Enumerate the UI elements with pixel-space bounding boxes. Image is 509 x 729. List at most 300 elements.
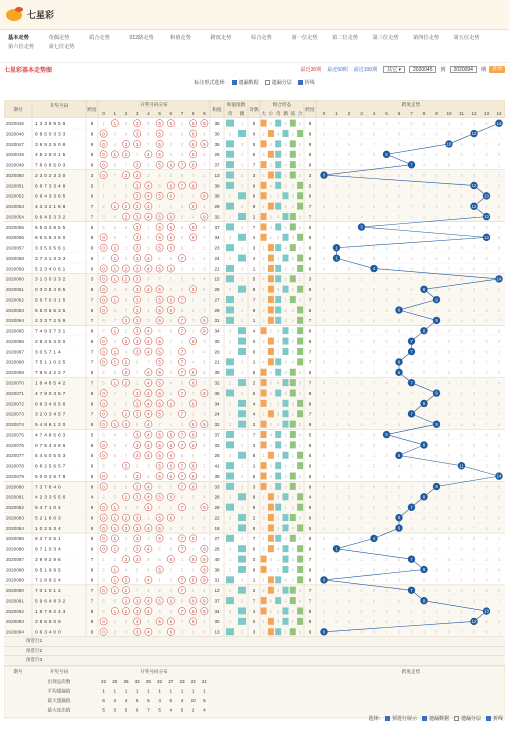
miss-digit: 6	[102, 463, 105, 469]
shape-miss: 2	[298, 536, 302, 542]
miss-digit: 4	[203, 131, 206, 137]
row-issue: 2020088	[6, 567, 24, 573]
hit-digit: 8	[191, 152, 195, 158]
bottom-opt-missing[interactable]: 遗漏数据	[422, 715, 449, 722]
trend-ball-label: 10	[446, 141, 452, 147]
predict-row[interactable]: 预选行2	[4, 647, 505, 657]
trend-miss: 3	[447, 411, 451, 417]
nav-item[interactable]: 第三位走势	[372, 35, 399, 41]
row-span: 6	[90, 370, 94, 376]
row-nums: 7 8 5 4 2 2 7	[35, 371, 66, 377]
trend-miss: 7	[435, 556, 438, 562]
nav-item[interactable]: 质合走势	[89, 35, 110, 41]
hit-digit: 7	[180, 463, 184, 469]
miss-digit: 7	[203, 307, 206, 313]
row-tail: 2	[252, 380, 256, 386]
table-row	[4, 492, 505, 502]
to-input[interactable]: 2020094	[450, 66, 477, 73]
miss-digit: 5	[102, 598, 105, 604]
trend-miss: 7	[485, 328, 488, 334]
shape-miss: 1	[284, 629, 287, 635]
shape-mark	[261, 369, 267, 376]
trend-miss: 5	[347, 608, 351, 614]
shape-mark	[297, 348, 303, 355]
oe-miss: 3	[228, 328, 232, 334]
row-sum: 21	[214, 266, 220, 272]
miss-digit: 4	[158, 172, 161, 178]
option-layer[interactable]: 遗漏分层	[265, 79, 292, 86]
oe-mark	[238, 192, 246, 199]
predict-row[interactable]: 预选行1	[4, 637, 505, 647]
hit-digit: 3	[135, 162, 139, 168]
trend-miss: 6	[360, 235, 363, 241]
shape-mark	[261, 566, 267, 573]
row-nums: 7 3 7 8 4 0	[35, 485, 61, 491]
miss-digit: 5	[192, 297, 195, 303]
nav-item[interactable]: 基本走势	[8, 35, 29, 41]
miss-digit: 1	[147, 588, 150, 594]
option-missing[interactable]: 遗漏数据	[232, 79, 259, 86]
hit-digit: 7	[180, 328, 184, 334]
trend-miss: 2	[435, 598, 438, 604]
shape-miss: 4	[284, 536, 287, 542]
shape-miss: 1	[269, 235, 273, 241]
shape-miss: 4	[298, 515, 302, 521]
trend-miss: 4	[322, 619, 326, 625]
row-tail: 1	[252, 577, 256, 583]
trend-miss: 6	[497, 494, 501, 500]
shape-miss: 1	[298, 442, 302, 448]
nav-item[interactable]: 第一位走势	[291, 35, 318, 41]
trend-miss: 2	[447, 307, 451, 313]
shape-miss: 2	[284, 224, 287, 230]
trend-miss: 6	[372, 224, 376, 230]
trend-miss: 7	[485, 422, 488, 428]
trend-miss: 8	[485, 525, 488, 531]
trend-miss: 9	[322, 390, 326, 396]
shape-miss: 4	[291, 318, 294, 324]
trend-miss: 5	[472, 224, 476, 230]
trend-table	[4, 100, 505, 636]
row-span2: 6	[308, 629, 312, 635]
nav-item[interactable]: 综合走势	[251, 35, 272, 41]
hit-digit: 0	[102, 276, 105, 282]
recent-50-link[interactable]: 最近50期	[327, 67, 348, 73]
trend-miss: 8	[397, 505, 401, 511]
hit-digit: 0	[102, 359, 105, 365]
hit-digit: 4	[147, 349, 150, 355]
row-span2: 7	[308, 411, 312, 417]
miss-digit: 7	[113, 318, 116, 324]
row-span2: 7	[308, 297, 312, 303]
shape-miss: 1	[298, 276, 302, 282]
miss-digit: 6	[180, 245, 184, 251]
trend-miss: 1	[460, 473, 463, 479]
trend-miss: 6	[347, 525, 351, 531]
oe-miss: 1	[240, 307, 244, 313]
trend-ball-label: 8	[422, 328, 426, 334]
trend-miss: 4	[410, 546, 413, 552]
row-nums: 3 2 0 3 4 5 7	[35, 412, 66, 418]
table-row	[4, 336, 505, 346]
shape-mark	[261, 556, 267, 563]
trend-ball-label: 6	[397, 359, 401, 365]
row-span2: 7	[308, 318, 312, 324]
hit-digit: 3	[135, 141, 139, 147]
trend-miss: 2	[347, 204, 351, 210]
miss-digit: 4	[113, 287, 116, 293]
hit-digit: 1	[113, 359, 117, 365]
trend-miss: 9	[385, 338, 388, 344]
miss-digit: 1	[169, 422, 172, 428]
hit-digit: 8	[191, 422, 195, 428]
shape-miss: 3	[284, 442, 287, 448]
trend-miss: 9	[472, 359, 476, 365]
oe-mark	[238, 545, 246, 552]
miss-digit: 1	[113, 473, 116, 479]
trend-miss: 5	[322, 442, 326, 448]
shape-miss: 2	[291, 463, 294, 469]
shape-miss: 3	[298, 297, 302, 303]
table-row	[4, 429, 505, 439]
hit-digit: 5	[158, 473, 161, 479]
row-issue: 2020062	[6, 297, 24, 303]
shape-miss: 4	[298, 598, 302, 604]
col-dup-sub: 偶	[239, 111, 245, 116]
nav-item[interactable]: 第六位走势	[8, 44, 34, 50]
shape-mark	[268, 410, 274, 417]
trend-miss: 6	[385, 307, 388, 313]
shape-mark	[290, 296, 296, 303]
trend-miss: 4	[435, 525, 438, 531]
shape-miss: 4	[277, 422, 280, 428]
hit-digit: 0	[102, 453, 105, 459]
trend-miss: 8	[497, 141, 501, 147]
hit-digit: 6	[169, 442, 173, 448]
trend-miss: 3	[322, 608, 326, 614]
nav-item[interactable]: 第五位走势	[453, 35, 480, 41]
trend-miss: 9	[360, 546, 363, 552]
row-nums: 9 7 1 0 3 4	[35, 547, 61, 553]
trend-miss: 6	[435, 359, 438, 365]
row-span: 3	[90, 172, 94, 178]
trend-miss: 8	[472, 629, 476, 635]
trend-miss: 1	[472, 556, 476, 562]
trend-miss: 1	[447, 577, 451, 583]
hit-digit: 3	[135, 235, 139, 241]
hit-digit: 0	[102, 266, 105, 272]
hit-digit: 8	[191, 338, 195, 344]
hit-digit: 3	[135, 494, 139, 500]
hit-digit: 2	[124, 525, 128, 531]
trend-miss: 3	[410, 536, 413, 542]
trend-miss: 7	[360, 338, 363, 344]
shape-miss: 2	[298, 121, 302, 126]
trend-miss: 2	[397, 536, 401, 542]
bottom-opt-layer[interactable]: 遗漏分层	[454, 715, 481, 722]
row-issue: 2020066	[6, 338, 24, 344]
nav-item[interactable]: 奇偶走势	[48, 35, 70, 41]
shape-mark	[261, 431, 267, 438]
hit-digit: 1	[113, 525, 117, 531]
hit-digit: 0	[102, 235, 105, 241]
hit-digit: 5	[158, 307, 161, 313]
hit-digit: 9	[203, 505, 206, 511]
shape-mark	[275, 597, 281, 604]
table-row	[4, 160, 505, 170]
trend-miss: 7	[397, 401, 401, 407]
trend-miss: 8	[497, 328, 501, 334]
from-input[interactable]: 2020045	[409, 66, 436, 73]
shape-mark	[297, 607, 303, 614]
nav-item[interactable]: 第四位走势	[413, 35, 439, 41]
shape-miss: 4	[298, 141, 302, 147]
miss-digit: 2	[124, 619, 128, 625]
oe-mark	[238, 587, 246, 594]
trend-miss: 8	[472, 349, 476, 355]
trend-miss: 2	[385, 266, 388, 272]
row-sum: 35	[214, 370, 220, 376]
miss-digit: 4	[169, 525, 172, 531]
trend-miss: 1	[347, 380, 351, 386]
hit-digit: 9	[203, 608, 206, 614]
trend-miss: 9	[422, 214, 426, 220]
miss-digit: 5	[203, 432, 206, 438]
table-row	[4, 481, 505, 491]
shape-miss: 4	[277, 380, 280, 386]
table-row	[4, 149, 505, 159]
summary-value: 6	[135, 698, 139, 703]
miss-digit: 7	[169, 338, 172, 344]
row-span: 7	[90, 318, 94, 324]
trend-miss: 7	[397, 588, 401, 594]
hit-digit: 0	[102, 442, 105, 448]
recent-100-link[interactable]: 最近100期	[353, 67, 378, 73]
col-trend-digit: 13	[483, 111, 490, 116]
shape-miss: 4	[269, 141, 273, 147]
trend-miss: 2	[360, 473, 363, 479]
trend-miss: 7	[422, 193, 426, 199]
row-span2: 8	[308, 401, 312, 407]
miss-digit: 2	[113, 193, 116, 199]
trend-miss: 4	[497, 567, 501, 573]
miss-digit: 4	[113, 214, 116, 220]
trend-miss: 2	[335, 401, 338, 407]
oe-miss: 2	[240, 162, 244, 168]
trend-miss: 2	[335, 214, 338, 220]
miss-digit: 5	[124, 287, 128, 293]
nav-item[interactable]: 跨度走势	[210, 35, 232, 41]
recent-30-link[interactable]: 最近30期	[300, 67, 322, 73]
trend-miss: 8	[447, 370, 451, 376]
trend-miss: 3	[397, 266, 401, 272]
to-label: 到	[440, 67, 446, 73]
trend-miss: 5	[360, 131, 363, 137]
trend-ball-label: 14	[496, 276, 502, 282]
trend-miss: 6	[372, 411, 376, 417]
trend-miss: 9	[372, 442, 376, 448]
row-span: 7	[90, 214, 94, 220]
miss-digit: 1	[124, 390, 128, 396]
trend-miss: 7	[372, 608, 376, 614]
hit-digit: 6	[169, 245, 173, 251]
shape-mark	[283, 452, 289, 459]
nav-item[interactable]: 第二位走势	[332, 35, 358, 41]
hit-digit: 7	[180, 370, 184, 376]
trend-miss: 5	[460, 235, 463, 241]
row-tail: 4	[252, 235, 256, 241]
row-issue: 2020051	[6, 183, 24, 189]
trend-miss: 5	[422, 266, 426, 272]
hit-digit: 3	[135, 172, 139, 178]
trend-miss: 3	[385, 370, 388, 376]
hit-digit: 1	[113, 546, 117, 552]
row-nums: 4 7 4 8 5 6 3	[35, 433, 66, 439]
shape-miss: 1	[269, 193, 273, 199]
col-span: 跨度	[87, 107, 97, 112]
trend-miss: 2	[360, 287, 363, 293]
shape-mark	[268, 493, 274, 500]
oe-miss: 3	[240, 297, 244, 303]
miss-digit: 1	[169, 131, 172, 137]
trend-miss: 4	[335, 422, 338, 428]
row-span2: 5	[308, 432, 312, 438]
bottom-opt-predict[interactable]: 预选行展示	[385, 715, 417, 722]
shape-miss: 2	[284, 183, 287, 189]
row-issue: 2020071	[6, 390, 24, 396]
option-line[interactable]: 折线	[298, 79, 315, 86]
hit-digit: 8	[191, 204, 195, 210]
hit-digit: 3	[135, 349, 139, 355]
nav-item[interactable]: 和值走势	[170, 35, 191, 41]
miss-digit: 5	[147, 121, 150, 126]
row-span2: 7	[308, 204, 312, 210]
trend-ball-label: 9	[435, 484, 438, 490]
row-sum: 37	[214, 224, 220, 230]
shape-miss: 2	[269, 121, 273, 126]
shape-mark	[297, 524, 303, 531]
period-select[interactable]: 其它 ▾	[383, 66, 405, 73]
trend-ball-label: 7	[410, 338, 413, 344]
row-sum: 26	[214, 546, 220, 552]
row-tail: 7	[252, 432, 256, 438]
trend-miss: 2	[322, 598, 326, 604]
miss-digit: 6	[192, 453, 195, 459]
trend-miss: 4	[410, 453, 413, 459]
trend-miss: 4	[435, 338, 438, 344]
miss-digit: 4	[203, 349, 206, 355]
trend-miss: 5	[460, 515, 463, 521]
shape-mark	[275, 244, 281, 251]
oe-miss: 2	[240, 318, 244, 324]
trend-miss: 6	[335, 349, 338, 355]
row-issue: 2020084	[6, 525, 24, 531]
trend-miss: 9	[372, 255, 376, 261]
nav-item[interactable]: 012路走势	[129, 35, 154, 41]
shape-miss: 2	[262, 172, 265, 178]
trend-miss: 9	[360, 359, 363, 365]
trend-miss: 4	[347, 318, 351, 324]
summary-value: 26	[123, 679, 129, 684]
hit-digit: 3	[135, 255, 139, 261]
trend-ball-label: 14	[496, 473, 502, 479]
query-button[interactable]: 查询	[489, 66, 505, 73]
shape-miss: 2	[277, 608, 280, 614]
shape-mark	[283, 379, 289, 386]
shape-mark	[261, 192, 267, 199]
trend-miss: 3	[397, 546, 401, 552]
oe-miss: 1	[228, 619, 232, 625]
oe-mark	[238, 421, 246, 428]
shape-mark	[275, 431, 281, 438]
nav-item[interactable]: 第七位走势	[48, 44, 75, 50]
trend-miss: 6	[422, 183, 426, 189]
shape-mark	[297, 317, 303, 324]
oe-mark	[226, 483, 234, 490]
trend-miss: 8	[385, 608, 388, 614]
hit-digit: 2	[124, 204, 128, 210]
trend-miss: 8	[497, 608, 501, 614]
trend-miss: 5	[410, 276, 413, 282]
shape-miss: 2	[298, 370, 302, 376]
trend-miss: 5	[372, 401, 376, 407]
trend-miss: 9	[322, 297, 326, 303]
oe-mark	[238, 524, 246, 531]
shape-miss: 4	[284, 162, 287, 168]
miss-digit: 1	[113, 183, 116, 189]
hit-digit: 6	[169, 453, 173, 459]
miss-digit: 3	[203, 629, 206, 635]
trend-miss: 5	[347, 328, 351, 334]
trend-miss: 1	[485, 359, 488, 365]
row-span: 7	[90, 598, 94, 604]
row-tail: 6	[252, 546, 256, 552]
trend-miss: 2	[322, 224, 326, 230]
bottom-opt-line[interactable]: 折线	[486, 715, 503, 722]
hit-digit: 5	[158, 494, 161, 500]
trend-miss: 3	[322, 328, 326, 334]
trend-ball-label: 4	[372, 266, 376, 272]
miss-digit: 5	[158, 328, 161, 334]
row-tail: 0	[252, 349, 256, 355]
predict-row[interactable]: 预选行3	[4, 656, 505, 666]
trend-miss: 1	[410, 328, 413, 334]
trend-miss: 4	[322, 525, 326, 531]
hit-digit: 5	[158, 121, 161, 126]
miss-digit: 2	[203, 255, 206, 261]
miss-digit: 1	[113, 619, 116, 625]
trend-miss: 4	[422, 349, 426, 355]
trend-miss: 6	[385, 121, 388, 126]
hit-digit: 5	[158, 401, 161, 407]
trend-miss: 3	[360, 297, 363, 303]
toolbar	[0, 62, 509, 76]
row-tail: 3	[252, 245, 256, 251]
row-issue: 2020081	[6, 494, 24, 500]
hit-digit: 4	[147, 494, 150, 500]
hit-digit: 0	[102, 619, 105, 625]
row-issue: 2020080	[6, 484, 24, 490]
hit-digit: 4	[147, 525, 150, 531]
shape-miss: 4	[262, 525, 265, 531]
row-tail: 3	[252, 172, 256, 178]
trend-miss: 7	[347, 536, 351, 542]
shape-mark	[275, 161, 281, 168]
miss-digit: 2	[124, 328, 128, 334]
miss-digit: 1	[180, 556, 184, 562]
shape-miss: 2	[277, 193, 280, 199]
row-span2: 3	[308, 276, 312, 282]
